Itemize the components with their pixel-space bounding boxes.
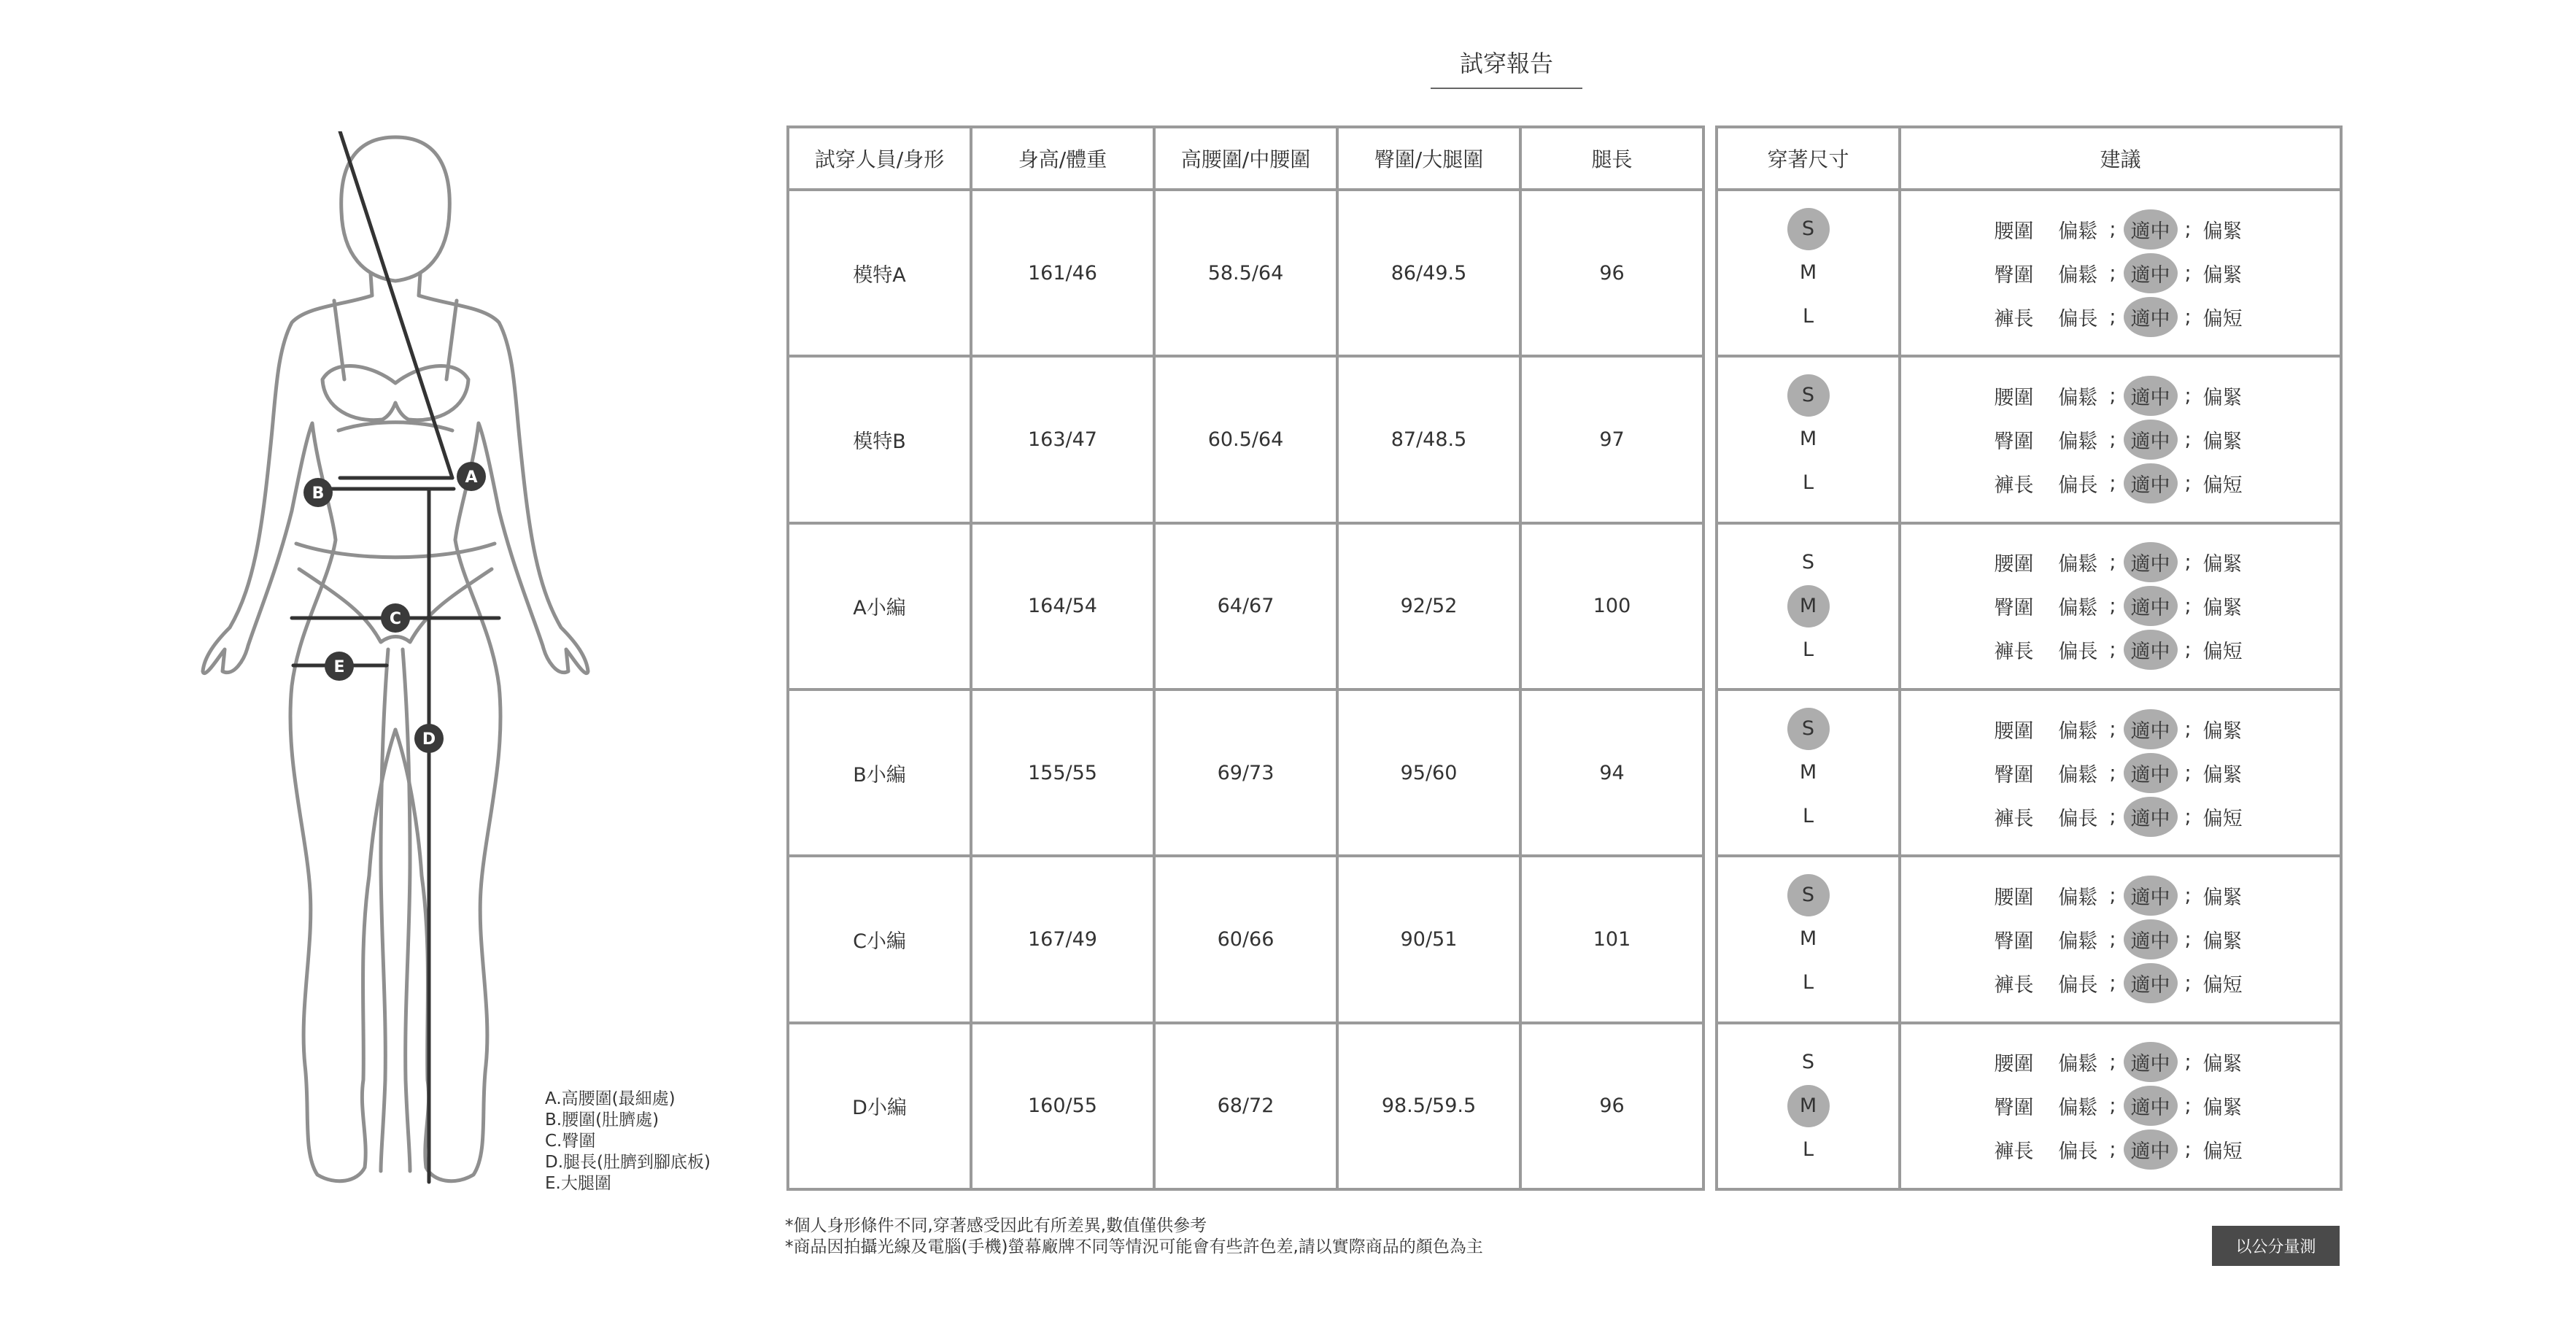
advice-separator: ; [2184,638,2192,662]
advice-separator: ; [2109,428,2116,451]
cell-hip: 90/51 [1337,856,1520,1022]
cell-advice [1900,690,2341,856]
advice-option: 偏鬆 [2058,1053,2098,1076]
cell-person: C小編 [788,856,971,1022]
advice-separator: ; [2184,551,2192,574]
cell-size [1717,190,1900,356]
title-underline [1431,88,1582,89]
size-option-s: S [1801,1050,1815,1073]
advice-label: 腰圍 [1994,886,2034,909]
advice-option: 偏緊 [2202,719,2243,743]
size-option-m: M [1799,927,1817,951]
cell-person: 模特B [788,356,971,522]
advice-option: 偏緊 [2202,1097,2243,1120]
table-row [788,690,1703,856]
marker-b-label: B [312,484,325,503]
advice-separator: ; [2184,717,2192,741]
advice-label: 腰圍 [1994,220,2034,243]
cell-size [1717,523,1900,690]
advice-row [1994,634,2246,666]
advice-option: 偏長 [2058,307,2098,331]
advice-label: 褲長 [1994,807,2034,830]
advice-option: 偏鬆 [2058,386,2098,409]
size-option-l: L [1802,471,1814,495]
cell-waist: 68/72 [1154,1023,1337,1189]
advice-option: 適中 [2124,420,2178,460]
advice-option: 適中 [2124,630,2178,670]
advice-row [1994,213,2246,245]
advice-label: 褲長 [1994,474,2034,497]
advice-row [1994,967,2246,999]
header-size: 穿著尺寸 [1717,127,1900,190]
advice-separator: ; [2109,1051,2116,1074]
advice-separator: ; [2109,884,2116,907]
advice-option: 偏鬆 [2058,930,2098,953]
advice-row [1994,467,2246,499]
cell-size [1717,690,1900,856]
measurements-table [786,125,1705,1191]
advice-option: 偏緊 [2202,886,2243,909]
size-option-m: M [1799,428,1817,451]
advice-option: 適中 [2124,876,2178,916]
advice-separator: ; [2109,384,2116,407]
cell-advice [1900,1023,2341,1189]
header-advice: 建議 [1900,127,2341,190]
advice-label: 褲長 [1994,641,2034,664]
advice-option: 適中 [2124,1086,2178,1126]
advice-option: 適中 [2124,709,2178,749]
advice-separator: ; [2184,305,2192,328]
cell-height-weight: 161/46 [971,190,1154,356]
advice-separator: ; [2109,551,2116,574]
marker-a-label: A [465,468,478,487]
advice-separator: ; [2109,1094,2116,1118]
advice-option: 偏緊 [2202,553,2243,576]
body-figure [190,131,598,1197]
legend-item-a: A.高腰圍(最細處) [545,1089,676,1108]
advice-label: 褲長 [1994,1140,2034,1164]
marker-e-label: E [333,658,345,676]
cell-advice [1900,523,2341,690]
advice-option: 偏長 [2058,641,2098,664]
cell-hip: 86/49.5 [1337,190,1520,356]
advice-row [1994,301,2246,333]
cell-hip: 92/52 [1337,523,1520,690]
advice-separator: ; [2109,261,2116,285]
advice-label: 臀圍 [1994,1097,2034,1120]
advice-option: 適中 [2124,753,2178,793]
advice-separator: ; [2109,717,2116,741]
table-row [788,190,1703,356]
advice-separator: ; [2109,471,2116,495]
page-title: 試穿報告 [1459,50,1553,77]
size-option-s: S [1787,374,1830,417]
table-row [1717,1023,2341,1189]
advice-label: 腰圍 [1994,1053,2034,1076]
advice-separator: ; [2184,595,2192,618]
advice-label: 腰圍 [1994,386,2034,409]
advice-option: 偏短 [2202,641,2243,664]
advice-label: 腰圍 [1994,719,2034,743]
header-person: 試穿人員/身形 [788,127,971,190]
advice-label: 褲長 [1994,973,2034,997]
advice-option: 適中 [2124,253,2178,293]
table-row [1717,523,2341,690]
advice-option: 偏緊 [2202,597,2243,620]
legend-item-e: E.大腿圍 [545,1174,611,1193]
advice-option: 偏鬆 [2058,719,2098,743]
cell-leg: 96 [1520,190,1703,356]
size-option-l: L [1802,971,1814,994]
fit-advice-table [1715,125,2343,1191]
advice-option: 偏鬆 [2058,763,2098,787]
advice-option: 適中 [2124,797,2178,837]
cell-advice [1900,190,2341,356]
advice-option: 偏短 [2202,1140,2243,1164]
advice-option: 偏短 [2202,973,2243,997]
cell-hip: 98.5/59.5 [1337,1023,1520,1189]
advice-separator: ; [2109,1138,2116,1162]
advice-label: 臀圍 [1994,930,2034,953]
advice-option: 適中 [2124,919,2178,959]
disclaimer-notes [785,1216,1483,1258]
size-option-s: S [1787,708,1830,750]
legend-item-c: C.臀圍 [545,1132,596,1151]
advice-option: 偏鬆 [2058,553,2098,576]
advice-option: 偏緊 [2202,930,2243,953]
advice-separator: ; [2184,805,2192,828]
size-option-m: M [1787,585,1830,627]
cell-leg: 101 [1520,856,1703,1022]
advice-option: 偏鬆 [2058,263,2098,287]
advice-option: 偏緊 [2202,263,2243,287]
advice-label: 腰圍 [1994,553,2034,576]
advice-option: 適中 [2124,209,2178,250]
advice-separator: ; [2184,927,2192,951]
advice-row [1994,547,2246,579]
advice-separator: ; [2109,761,2116,784]
note-1: *個人身形條件不同,穿著感受因此有所差異,數值僅供參考 [785,1216,1207,1235]
cell-person: B小編 [788,690,971,856]
advice-row [1994,879,2246,911]
advice-option: 偏緊 [2202,763,2243,787]
header-leg: 腿長 [1520,127,1703,190]
advice-option: 偏鬆 [2058,886,2098,909]
advice-option: 適中 [2124,1042,2178,1082]
cell-waist: 58.5/64 [1154,190,1337,356]
advice-row [1994,923,2246,955]
table-row [1717,690,2341,856]
advice-separator: ; [2184,384,2192,407]
advice-option: 偏緊 [2202,220,2243,243]
advice-option: 偏短 [2202,807,2243,830]
advice-option: 適中 [2124,297,2178,337]
advice-option: 偏長 [2058,1140,2098,1164]
cell-leg: 94 [1520,690,1703,856]
advice-option: 適中 [2124,376,2178,416]
advice-row [1994,590,2246,622]
advice-separator: ; [2184,261,2192,285]
advice-option: 偏長 [2058,973,2098,997]
legend-item-b: B.腰圍(肚臍處) [545,1111,660,1129]
cell-person: 模特A [788,190,971,356]
cell-hip: 95/60 [1337,690,1520,856]
size-option-s: S [1787,874,1830,916]
advice-option: 偏緊 [2202,386,2243,409]
cell-height-weight: 167/49 [971,856,1154,1022]
advice-option: 偏鬆 [2058,597,2098,620]
advice-label: 臀圍 [1994,597,2034,620]
cell-size [1717,856,1900,1022]
figure-bra [322,301,468,430]
table-row [1717,856,2341,1022]
cell-advice [1900,356,2341,522]
advice-option: 偏短 [2202,307,2243,331]
advice-separator: ; [2109,971,2116,994]
advice-separator: ; [2184,884,2192,907]
table-row [788,856,1703,1022]
cell-size [1717,356,1900,522]
advice-option: 偏長 [2058,474,2098,497]
advice-option: 偏緊 [2202,430,2243,453]
advice-label: 臀圍 [1994,763,2034,787]
marker-d-label: D [422,730,436,749]
advice-option: 偏緊 [2202,1053,2243,1076]
cell-leg: 96 [1520,1023,1703,1189]
table-row [788,523,1703,690]
figure-legs [381,649,410,1171]
header-hip: 臀圍/大腿圍 [1337,127,1520,190]
advice-option: 適中 [2124,586,2178,626]
advice-option: 偏鬆 [2058,1097,2098,1120]
table-row [788,1023,1703,1189]
advice-separator: ; [2184,761,2192,784]
size-option-l: L [1802,805,1814,828]
size-option-m: M [1799,261,1817,285]
unit-cm-button[interactable]: 以公分量測 [2212,1226,2340,1266]
advice-separator: ; [2184,1138,2192,1162]
advice-row [1994,257,2246,289]
advice-option: 偏短 [2202,474,2243,497]
header-height-weight: 身高/體重 [971,127,1154,190]
size-option-l: L [1802,1138,1814,1161]
cell-height-weight: 164/54 [971,523,1154,690]
cell-hip: 87/48.5 [1337,356,1520,522]
size-option-m: M [1787,1085,1830,1127]
cell-waist: 60.5/64 [1154,356,1337,522]
advice-option: 偏鬆 [2058,430,2098,453]
cell-size [1717,1023,1900,1189]
advice-row [1994,800,2246,833]
size-option-l: L [1802,305,1814,328]
advice-option: 偏鬆 [2058,220,2098,243]
advice-label: 褲長 [1994,307,2034,331]
measurement-legend [545,1089,711,1194]
advice-separator: ; [2184,217,2192,241]
note-2: *商品因拍攝光線及電腦(手機)螢幕廠牌不同等情況可能會有些許色差,請以實際商品的顏色為主 [785,1237,1483,1256]
table-row [1717,190,2341,356]
figure-head [341,137,450,281]
advice-separator: ; [2184,1051,2192,1074]
cell-height-weight: 163/47 [971,356,1154,522]
advice-row [1994,423,2246,455]
table-header-row [788,127,1703,190]
advice-row [1994,1090,2246,1122]
table-header-row [1717,127,2341,190]
size-option-l: L [1802,638,1814,661]
advice-separator: ; [2109,805,2116,828]
advice-separator: ; [2184,471,2192,495]
cell-person: A小編 [788,523,971,690]
advice-separator: ; [2109,217,2116,241]
figure-body-outline [203,274,395,1181]
advice-option: 適中 [2124,463,2178,503]
cell-leg: 97 [1520,356,1703,522]
advice-option: 偏長 [2058,807,2098,830]
advice-separator: ; [2184,1094,2192,1118]
cell-person: D小編 [788,1023,971,1189]
table-row [1717,356,2341,522]
advice-separator: ; [2109,305,2116,328]
cell-height-weight: 160/55 [971,1023,1154,1189]
advice-row [1994,757,2246,789]
advice-option: 適中 [2124,963,2178,1003]
advice-separator: ; [2109,595,2116,618]
advice-option: 適中 [2124,542,2178,582]
advice-separator: ; [2184,971,2192,994]
cell-waist: 69/73 [1154,690,1337,856]
cell-leg: 100 [1520,523,1703,690]
advice-separator: ; [2109,638,2116,662]
cell-waist: 60/66 [1154,856,1337,1022]
legend-item-d: D.腿長(肚臍到腳底板) [545,1153,711,1172]
advice-label: 臀圍 [1994,430,2034,453]
header-waist: 高腰圍/中腰圍 [1154,127,1337,190]
advice-label: 臀圍 [1994,263,2034,287]
size-option-m: M [1799,761,1817,784]
advice-row [1994,713,2246,745]
advice-separator: ; [2184,428,2192,451]
cell-waist: 64/67 [1154,523,1337,690]
advice-option: 適中 [2124,1129,2178,1170]
cell-advice [1900,856,2341,1022]
cell-height-weight: 155/55 [971,690,1154,856]
advice-separator: ; [2109,927,2116,951]
advice-row [1994,1046,2246,1078]
table-row [788,356,1703,522]
size-option-s: S [1787,208,1830,250]
advice-row [1994,1134,2246,1166]
advice-row [1994,379,2246,412]
size-option-s: S [1801,550,1815,573]
marker-c-label: C [389,610,402,628]
